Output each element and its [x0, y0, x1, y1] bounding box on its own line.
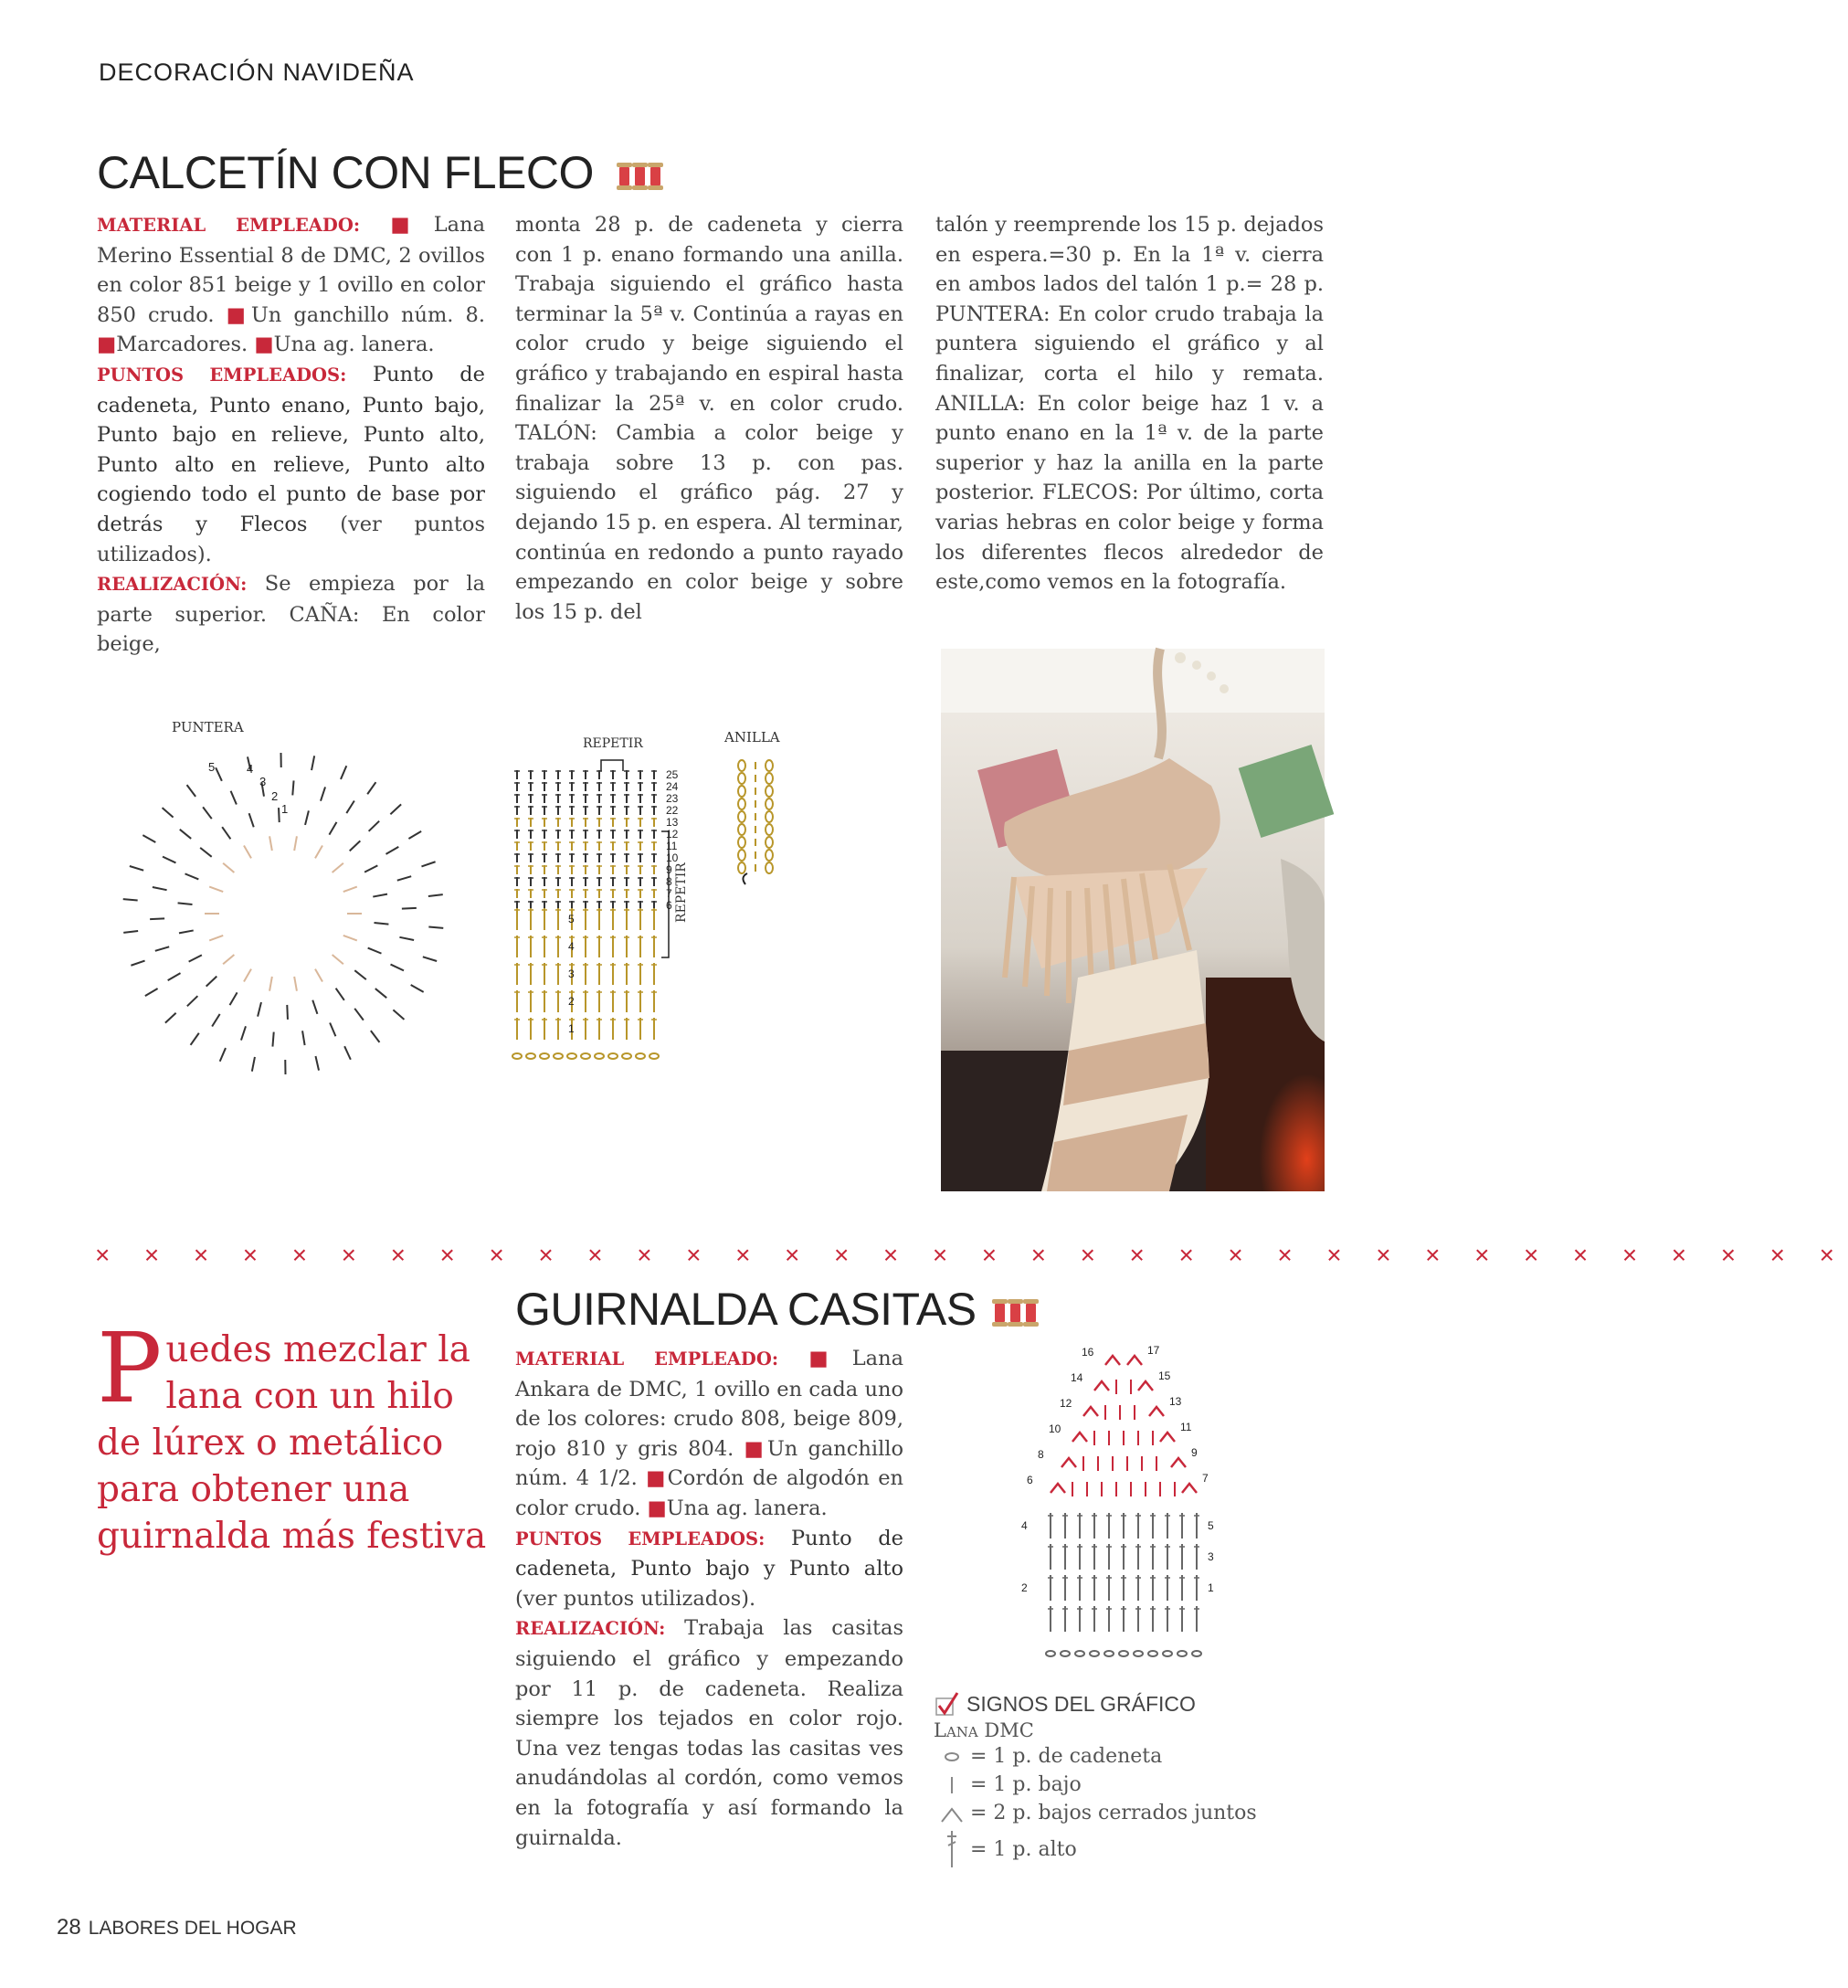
stitch-mark: [354, 1009, 364, 1020]
chain-mark: [567, 1053, 576, 1059]
row-label: 11: [666, 840, 678, 852]
guirnalda-title: GUIRNALDA CASITAS: [515, 1284, 977, 1335]
stitch-mark: [371, 1031, 380, 1042]
row-label: 1: [568, 1022, 575, 1035]
material-label: MATERIAL EMPLEADO:: [97, 215, 361, 236]
stitch-mark: [209, 887, 223, 892]
chain-mark: [766, 773, 773, 784]
row-label: 3: [568, 968, 575, 980]
stitch-mark: [187, 785, 196, 797]
stitch-mark: [368, 948, 382, 954]
row-label: 6: [1027, 1474, 1033, 1486]
row-label: 4: [1021, 1519, 1028, 1532]
chain-stitch-icon: [943, 1751, 961, 1762]
stitch-mark: [269, 836, 272, 851]
stitch-mark: [153, 887, 167, 890]
row-label: 24: [666, 780, 679, 793]
legend-subtitle: Lana DMC: [934, 1719, 1034, 1741]
stitch-mark: [302, 1031, 305, 1045]
chain-mark: [1104, 1651, 1114, 1656]
chain-mark: [1134, 1651, 1143, 1656]
chain-mark: [649, 1053, 659, 1059]
stitch-mark: [428, 926, 443, 927]
cross-separator: × × × × × × × × × × × × × × × × × × × × × × × × × × × × × × × × × × × ×: [95, 1241, 1848, 1269]
calcetin-title: CALCETÍN CON FLECO: [97, 147, 594, 198]
stitch-mark: [143, 835, 155, 842]
stitch-mark: [344, 1046, 351, 1060]
stitch-mark: [336, 989, 344, 1000]
round-label: 4: [247, 762, 254, 776]
row-label: 10: [666, 851, 679, 864]
material-label: MATERIAL EMPLEADO:: [515, 1348, 779, 1369]
row-label: 12: [1060, 1397, 1072, 1410]
section-tag: DECORACIÓN NAVIDEÑA: [99, 58, 415, 86]
round-label: 2: [271, 789, 279, 803]
stitch-mark: [397, 876, 411, 880]
decrease-mark: [1171, 1458, 1186, 1467]
anilla-chart: [731, 756, 795, 903]
decrease-mark: [1051, 1484, 1065, 1493]
stitch-mark: [212, 1014, 220, 1027]
row-label: 16: [1082, 1346, 1094, 1359]
chain-mark: [738, 798, 745, 809]
stitch-mark: [350, 841, 361, 851]
material-text: Marcadores.: [116, 333, 248, 357]
difficulty-spools-icon: [618, 163, 661, 190]
chain-mark: [622, 1053, 631, 1059]
chain-mark: [766, 760, 773, 771]
realizacion-label: REALIZACIÓN:: [515, 1618, 666, 1640]
stitch-mark: [185, 873, 199, 879]
calcetin-col-3: talón y reemprende los 15 p. dejados en espera.=30 p. En la 1ª v. cierra en ambos lados del talón 1 p.= 28 p. PUNTERA: En color crudo trabaja la puntera siguiendo el gráfico y al finalizar, corta el hilo y remata. ANILLA: En color beige haz 1 v. a punto enano en la 1ª v. de la parte superior y haz la anilla en la parte posterior. FLECOS: Por último, corta varias hebras en color beige y forma los diferentes flecos alrededor de este,como vemos en la fotografía.: [935, 213, 1324, 595]
stitch-mark: [375, 989, 386, 998]
stitch-mark: [294, 977, 297, 991]
stitch-mark: [200, 848, 212, 857]
row-label: 8: [1038, 1448, 1044, 1461]
guirnalda-title-row: [515, 1283, 1037, 1336]
chain-mark: [738, 773, 745, 784]
material-text: Cordón de algodón en color crudo.: [515, 1466, 904, 1520]
decrease-mark: [1094, 1381, 1109, 1391]
pull-quote-text: uedes mezclar la lana con un hilo de lúrex o metálico para obtener una guirnalda más festiva: [97, 1329, 487, 1557]
row-label: 22: [666, 804, 679, 817]
row-label: 10: [1049, 1422, 1061, 1435]
row-label: 7: [1202, 1472, 1209, 1485]
stitch-mark: [252, 1057, 255, 1072]
stitch-mark: [269, 977, 272, 991]
stitch-mark: [294, 836, 297, 851]
page-footer: [57, 1915, 297, 1940]
material-text: Lana Merino Essential 8 de DMC, 2 ovillos en color 851 beige y 1 ovillo en color 850 crudo.: [97, 213, 485, 327]
puntera-label: PUNTERA: [172, 719, 244, 735]
decrease-mark: [1061, 1458, 1076, 1467]
row-label: 12: [666, 828, 679, 841]
page-number: 28: [57, 1915, 81, 1940]
decrease-mark: [1083, 1407, 1098, 1416]
guirnalda-col: MATERIAL EMPLEADO: ■Lana Ankara de DMC, 1 ovillo en cada uno de los colores: crudo 808, beige 809, rojo 810 y gris 804. ■Un ganchillo núm. 4 1/2. ■Cordón de algodón en color crudo. ■Una ag. lanera. PUNTOS EMPLEADOS: Punto de cadeneta, Punto bajo y Punto alto (ver puntos utilizados). REALIZACIÓN: Trabaja las casitas siguiendo el gráfico y empezando por 11 p. de cadeneta. Realiza siempre los tejados en color rojo. Una vez tengas todas las casitas ves anudándolas al cordón, como vemos en la fotografía y así formando la guirnalda.: [515, 1347, 904, 1850]
row-label: 3: [1208, 1550, 1214, 1563]
chain-mark: [766, 862, 773, 873]
decrease-mark: [1149, 1407, 1164, 1416]
stitch-mark: [203, 807, 212, 819]
house-chart: [1023, 1334, 1242, 1681]
stitch-mark: [312, 1000, 317, 1014]
stitch-mark: [333, 955, 343, 964]
repetir-side-label: REPETIR: [674, 862, 689, 923]
chain-mark: [766, 798, 773, 809]
stitch-mark: [391, 965, 404, 971]
puntos-label: PUNTOS EMPLEADOS:: [515, 1528, 766, 1549]
realizacion-text: Se empieza por la parte superior. CAÑA: En color beige,: [97, 572, 485, 657]
chain-mark: [526, 1053, 535, 1059]
stitch-mark: [343, 936, 357, 940]
puntos-tail: (ver puntos utilizados).: [97, 512, 486, 566]
chain-mark: [738, 850, 745, 861]
stitch-mark: [130, 866, 143, 871]
cana-chart: [508, 749, 691, 1115]
row-label: 8: [666, 875, 672, 888]
stitch-mark: [123, 899, 138, 900]
stitch-mark: [428, 894, 443, 896]
realizacion-label: REALIZACIÓN:: [97, 574, 248, 596]
realizacion-text: Trabaja las casitas siguiendo el gráfico y empezando por 11 p. de cadeneta. Realiza siempre los tejados en color rojo. Una vez tengas todas las casitas ves anudándolas al cordón, como vemos en la fotografía y así formando la guirnalda.: [515, 1616, 903, 1850]
stitch-mark: [375, 923, 389, 925]
stitch-mark: [329, 822, 336, 835]
chain-mark: [738, 811, 745, 822]
stitch-mark: [145, 989, 158, 996]
stitch-mark: [385, 847, 398, 854]
stitch-mark: [292, 780, 293, 795]
check-icon: [934, 1691, 961, 1718]
stitch-mark: [163, 808, 174, 818]
row-label: 11: [1180, 1421, 1192, 1433]
chain-mark: [766, 811, 773, 822]
row-label: 1: [1208, 1581, 1214, 1594]
row-label: 4: [568, 940, 575, 953]
row-label: 13: [666, 816, 679, 829]
stitch-mark: [249, 813, 254, 827]
stitch-mark: [333, 863, 343, 872]
row-label: 2: [568, 995, 575, 1008]
chain-mark: [1090, 1651, 1099, 1656]
stitch-mark: [330, 1023, 335, 1037]
chain-mark: [738, 862, 745, 873]
stitch-mark: [364, 865, 377, 872]
stitch-mark: [402, 908, 417, 909]
chain-mark: [766, 824, 773, 835]
stitch-mark: [408, 831, 421, 839]
stocking-photo: [941, 649, 1325, 1191]
stitch-mark: [216, 767, 222, 781]
row-label: 7: [666, 887, 672, 900]
chain-mark: [1061, 1651, 1070, 1656]
legend-item: = 2 p. bajos cerrados juntos: [934, 1799, 1336, 1827]
stitch-mark: [272, 1032, 273, 1047]
chain-mark: [1046, 1651, 1055, 1656]
stitch-mark: [131, 961, 144, 966]
stitch-mark: [155, 946, 169, 950]
material-text: Un ganchillo núm. 4 1/2.: [515, 1436, 904, 1491]
stitch-mark: [399, 937, 414, 940]
round-label: 5: [208, 760, 216, 774]
chain-mark: [608, 1053, 618, 1059]
chain-mark: [540, 1053, 549, 1059]
stitch-mark: [150, 918, 164, 919]
stitch-mark: [315, 846, 322, 859]
chain-mark: [1075, 1651, 1084, 1656]
stitch-mark: [180, 830, 191, 839]
stitch-mark: [343, 887, 357, 892]
legend-item: = 1 p. alto: [934, 1827, 1336, 1871]
single-crochet-icon: [947, 1775, 956, 1795]
material-text: Una ag. lanera.: [273, 333, 435, 357]
chain-mark: [766, 837, 773, 848]
stitch-mark: [206, 977, 217, 987]
decrease-mark: [1127, 1356, 1142, 1365]
stitch-mark: [423, 957, 437, 961]
stitch-mark: [411, 985, 424, 992]
stitch-mark: [393, 1010, 404, 1020]
difficulty-spools-icon: [994, 1299, 1037, 1327]
decrease-mark: [1182, 1484, 1197, 1493]
stitch-mark: [178, 903, 193, 904]
chain-mark: [1177, 1651, 1187, 1656]
repetir-top-label: REPETIR: [583, 736, 643, 751]
decrease-icon: [940, 1803, 964, 1824]
stitch-mark: [305, 810, 309, 825]
stitch-mark: [165, 1013, 176, 1023]
chain-mark: [738, 824, 745, 835]
legend-item: = 1 p. de cadeneta: [934, 1742, 1336, 1771]
stitch-mark: [312, 756, 314, 770]
chain-mark: [738, 786, 745, 797]
puntera-chart: [110, 740, 457, 1105]
double-crochet-icon: [945, 1829, 958, 1869]
stitch-mark: [390, 804, 401, 814]
stitch-mark: [258, 1002, 261, 1017]
stitch-mark: [341, 766, 346, 779]
stitch-mark: [244, 969, 251, 982]
calcetin-col-1: MATERIAL EMPLEADO: ■Lana Merino Essential 8 de DMC, 2 ovillos en color 851 beige y 1 ovillo en color 850 crudo. ■Un ganchillo núm. 8. ■Marcadores. ■Una ag. lanera. PUNTOS EMPLEADOS: Punto de cadeneta, Punto enano, Punto bajo, Punto bajo en relieve, Punto alto, Punto alto en relieve, Punto alto cogiendo todo el punto de base por detrás y Flecos (ver puntos utilizados). REALIZACIÓN: Se empieza por la parte superior. CAÑA: En color beige,: [97, 213, 486, 657]
puntos-label: PUNTOS EMPLEADOS:: [97, 364, 347, 386]
chain-mark: [766, 786, 773, 797]
stitch-mark: [222, 827, 230, 839]
chain-mark: [554, 1053, 563, 1059]
stitch-mark: [367, 782, 375, 794]
chain-mark: [595, 1053, 604, 1059]
puntos-text: Punto de cadeneta, Punto enano, Punto bajo, Punto bajo en relieve, Punto alto, Punto alto en relieve, Punto alto cogiendo todo el punto de base por detrás y Flecos: [97, 362, 485, 536]
stitch-mark: [179, 930, 194, 933]
decrease-mark: [1160, 1433, 1175, 1442]
row-label: 13: [1169, 1395, 1182, 1408]
legend-title-row: [934, 1690, 1336, 1718]
row-label: 15: [1158, 1369, 1171, 1382]
material-text: Lana Ankara de DMC, 1 ovillo en cada uno de los colores: crudo 808, beige 809, rojo 810 y gris 804.: [515, 1347, 903, 1461]
row-label: 2: [1021, 1581, 1028, 1594]
row-label: 9: [666, 863, 672, 876]
stitch-mark: [369, 821, 380, 831]
stitch-mark: [187, 996, 198, 1006]
row-label: 14: [1071, 1371, 1083, 1384]
stitch-mark: [244, 846, 251, 859]
stitch-mark: [346, 800, 354, 813]
stitch-mark: [231, 791, 237, 805]
chain-mark: [512, 1053, 522, 1059]
stitch-mark: [230, 992, 238, 1005]
chain-mark: [636, 1053, 645, 1059]
row-label: 25: [666, 768, 679, 781]
chain-mark: [1163, 1651, 1172, 1656]
chain-mark: [1192, 1651, 1201, 1656]
chain-mark: [1119, 1651, 1128, 1656]
material-text: Una ag. lanera.: [666, 1496, 828, 1520]
row-label: 17: [1147, 1344, 1160, 1357]
stitch-mark: [209, 936, 223, 940]
chain-mark: [766, 850, 773, 861]
round-label: 3: [259, 775, 267, 788]
material-text: Un ganchillo núm. 8.: [250, 302, 485, 327]
stitch-mark: [373, 894, 387, 897]
row-label: 5: [568, 913, 575, 925]
chain-mark: [738, 837, 745, 848]
row-label: 6: [666, 899, 672, 912]
puntos-tail: (ver puntos utilizados).: [515, 1586, 756, 1611]
stitch-mark: [241, 1026, 246, 1040]
drop-cap: P: [97, 1312, 163, 1424]
calcetin-col-2: monta 28 p. de cadeneta y cierra con 1 p. enano formando una anilla. Trabaja siguiendo el gráfico hasta terminar la 5ª v. Continúa a rayas en color crudo y beige siguiendo el gráfico y trabajando en espiral hasta finalizar la 25ª v. en color crudo. TALÓN: Cambia a color beige y trabaja sobre 13 p. con pas. siguiendo el gráfico pág. 27 y dejando 15 p. en espera. Al terminar, continúa en redondo a punto rayado empezando en color beige y sobre los 15 p. del: [515, 213, 903, 624]
calcetin-title-row: [97, 146, 661, 199]
stitch-mark: [287, 1005, 288, 1020]
chart-legend: [934, 1690, 1336, 1871]
row-label: 23: [666, 792, 679, 805]
chain-mark: [1148, 1651, 1157, 1656]
stitch-mark: [421, 862, 435, 866]
chain-mark: [581, 1053, 590, 1059]
decrease-mark: [1072, 1433, 1087, 1442]
puntos-text: Punto de cadeneta, Punto bajo y Punto alto: [515, 1526, 903, 1581]
chain-mark: [738, 760, 745, 771]
decrease-mark: [1138, 1381, 1153, 1391]
stitch-mark: [123, 931, 138, 933]
stitch-mark: [279, 808, 280, 822]
row-label: 5: [1208, 1519, 1214, 1532]
stitch-mark: [220, 1048, 226, 1062]
stitch-mark: [315, 969, 322, 982]
stitch-mark: [321, 787, 325, 800]
decrease-mark: [1105, 1356, 1120, 1365]
magazine-name: LABORES DEL HOGAR: [88, 1918, 297, 1939]
stitch-mark: [315, 1056, 319, 1071]
stitch-mark: [191, 1033, 199, 1045]
row-label: 9: [1191, 1446, 1198, 1459]
stitch-mark: [354, 970, 366, 979]
stitch-mark: [163, 857, 175, 863]
stitch-mark: [168, 973, 181, 980]
anilla-label: ANILLA: [724, 729, 780, 746]
pull-quote: [97, 1312, 499, 1560]
legend-item: = 1 p. bajo: [934, 1771, 1336, 1799]
stitch-mark: [223, 955, 234, 964]
stitch-mark: [223, 863, 234, 872]
legend-title: SIGNOS DEL GRÁFICO: [966, 1692, 1196, 1716]
stitch-mark: [189, 955, 202, 961]
round-label: 1: [281, 802, 289, 816]
